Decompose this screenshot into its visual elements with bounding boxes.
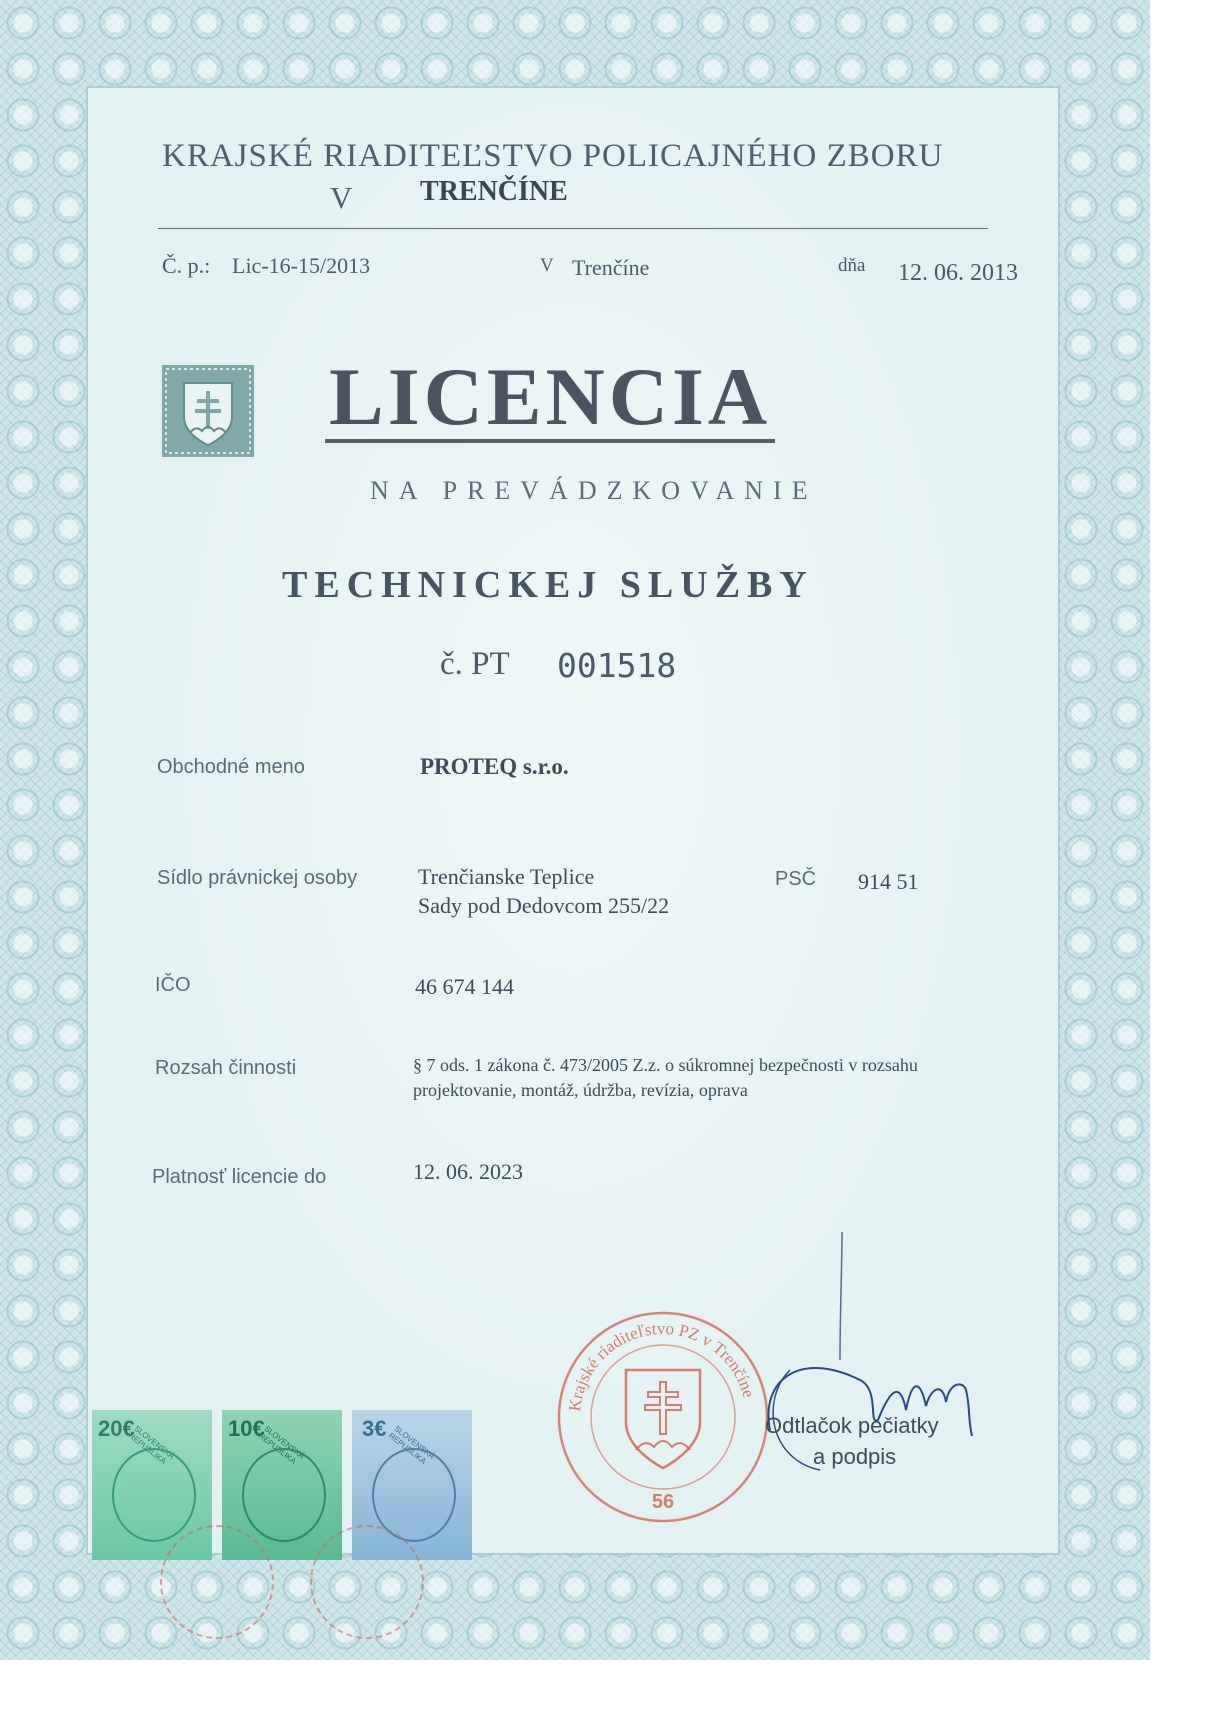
stamp-20-text: SLOVENSKÁ REPUBLIKA	[126, 1424, 177, 1466]
business-name-value: PROTEQ s.r.o.	[420, 754, 569, 779]
scope-label: Rozsah činnosti	[155, 1057, 297, 1079]
license-number-prefix: č. PT	[440, 646, 510, 682]
document-title: LICENCIA	[325, 355, 775, 443]
place-prefix: V	[540, 255, 554, 276]
stamp-10-shield-icon	[242, 1448, 326, 1542]
cp-value: Lic-16-15/2013	[232, 253, 371, 278]
seal-ring-text: Krajské riaditeľstvo PZ v Trenčíne	[565, 1318, 759, 1413]
official-seal	[556, 1310, 770, 1524]
seat-line-2: Sady pod Dedovcom 255/22	[418, 893, 670, 918]
ico-value: 46 674 144	[415, 974, 514, 999]
authority-prep: V	[330, 180, 353, 215]
seal-caption-2: a podpis	[813, 1444, 897, 1469]
authority-town: TRENČÍNE	[420, 176, 568, 207]
license-number: 001518	[557, 646, 677, 685]
stamp-20-shield-icon	[112, 1448, 196, 1542]
scope-line-1: § 7 ods. 1 zákona č. 473/2005 Z.z. o súkromnej bezpečnosti v rozsahu	[413, 1055, 918, 1075]
stamp-20-value: 20€	[98, 1416, 135, 1441]
cancellation-mark-2	[310, 1525, 424, 1639]
validity-label: Platnosť licencie do	[152, 1166, 327, 1188]
business-name-label: Obchodné meno	[157, 756, 305, 778]
cancellation-mark-1	[160, 1525, 274, 1639]
validity-value: 12. 06. 2023	[413, 1159, 523, 1184]
seal-caption-1: Odtlačok pečiatky	[765, 1413, 939, 1438]
date-label: dňa	[838, 255, 866, 276]
coat-of-arms-icon	[162, 365, 254, 457]
stamp-3-text: SLOVENSKÁ REPUBLIKA	[386, 1424, 437, 1466]
cp-label: Č. p.:	[162, 253, 211, 278]
header-divider	[158, 228, 988, 229]
seat-label: Sídlo právnickej osoby	[157, 867, 358, 889]
ico-label: IČO	[155, 974, 191, 996]
stamp-10-value: 10€	[228, 1416, 265, 1441]
title-subtitle: NA PREVÁDZKOVANIE	[370, 476, 818, 505]
postal-code-label: PSČ	[775, 868, 817, 890]
stamp-10-text: SLOVENSKÁ REPUBLIKA	[256, 1424, 307, 1466]
scope-line-2: projektovanie, montáž, údržba, revízia, oprava	[413, 1080, 748, 1100]
postal-code-value: 914 51	[858, 869, 919, 894]
issuing-authority: KRAJSKÉ RIADITEĽSTVO POLICAJNÉHO ZBORU	[162, 138, 944, 174]
place: Trenčíne	[572, 255, 650, 280]
issue-date: 12. 06. 2013	[898, 260, 1018, 286]
stamp-3-value: 3€	[362, 1416, 387, 1441]
seal-number: 56	[651, 1491, 675, 1513]
seat-line-1: Trenčianske Teplice	[418, 864, 595, 889]
service-type: TECHNICKEJ SLUŽBY	[282, 564, 814, 606]
